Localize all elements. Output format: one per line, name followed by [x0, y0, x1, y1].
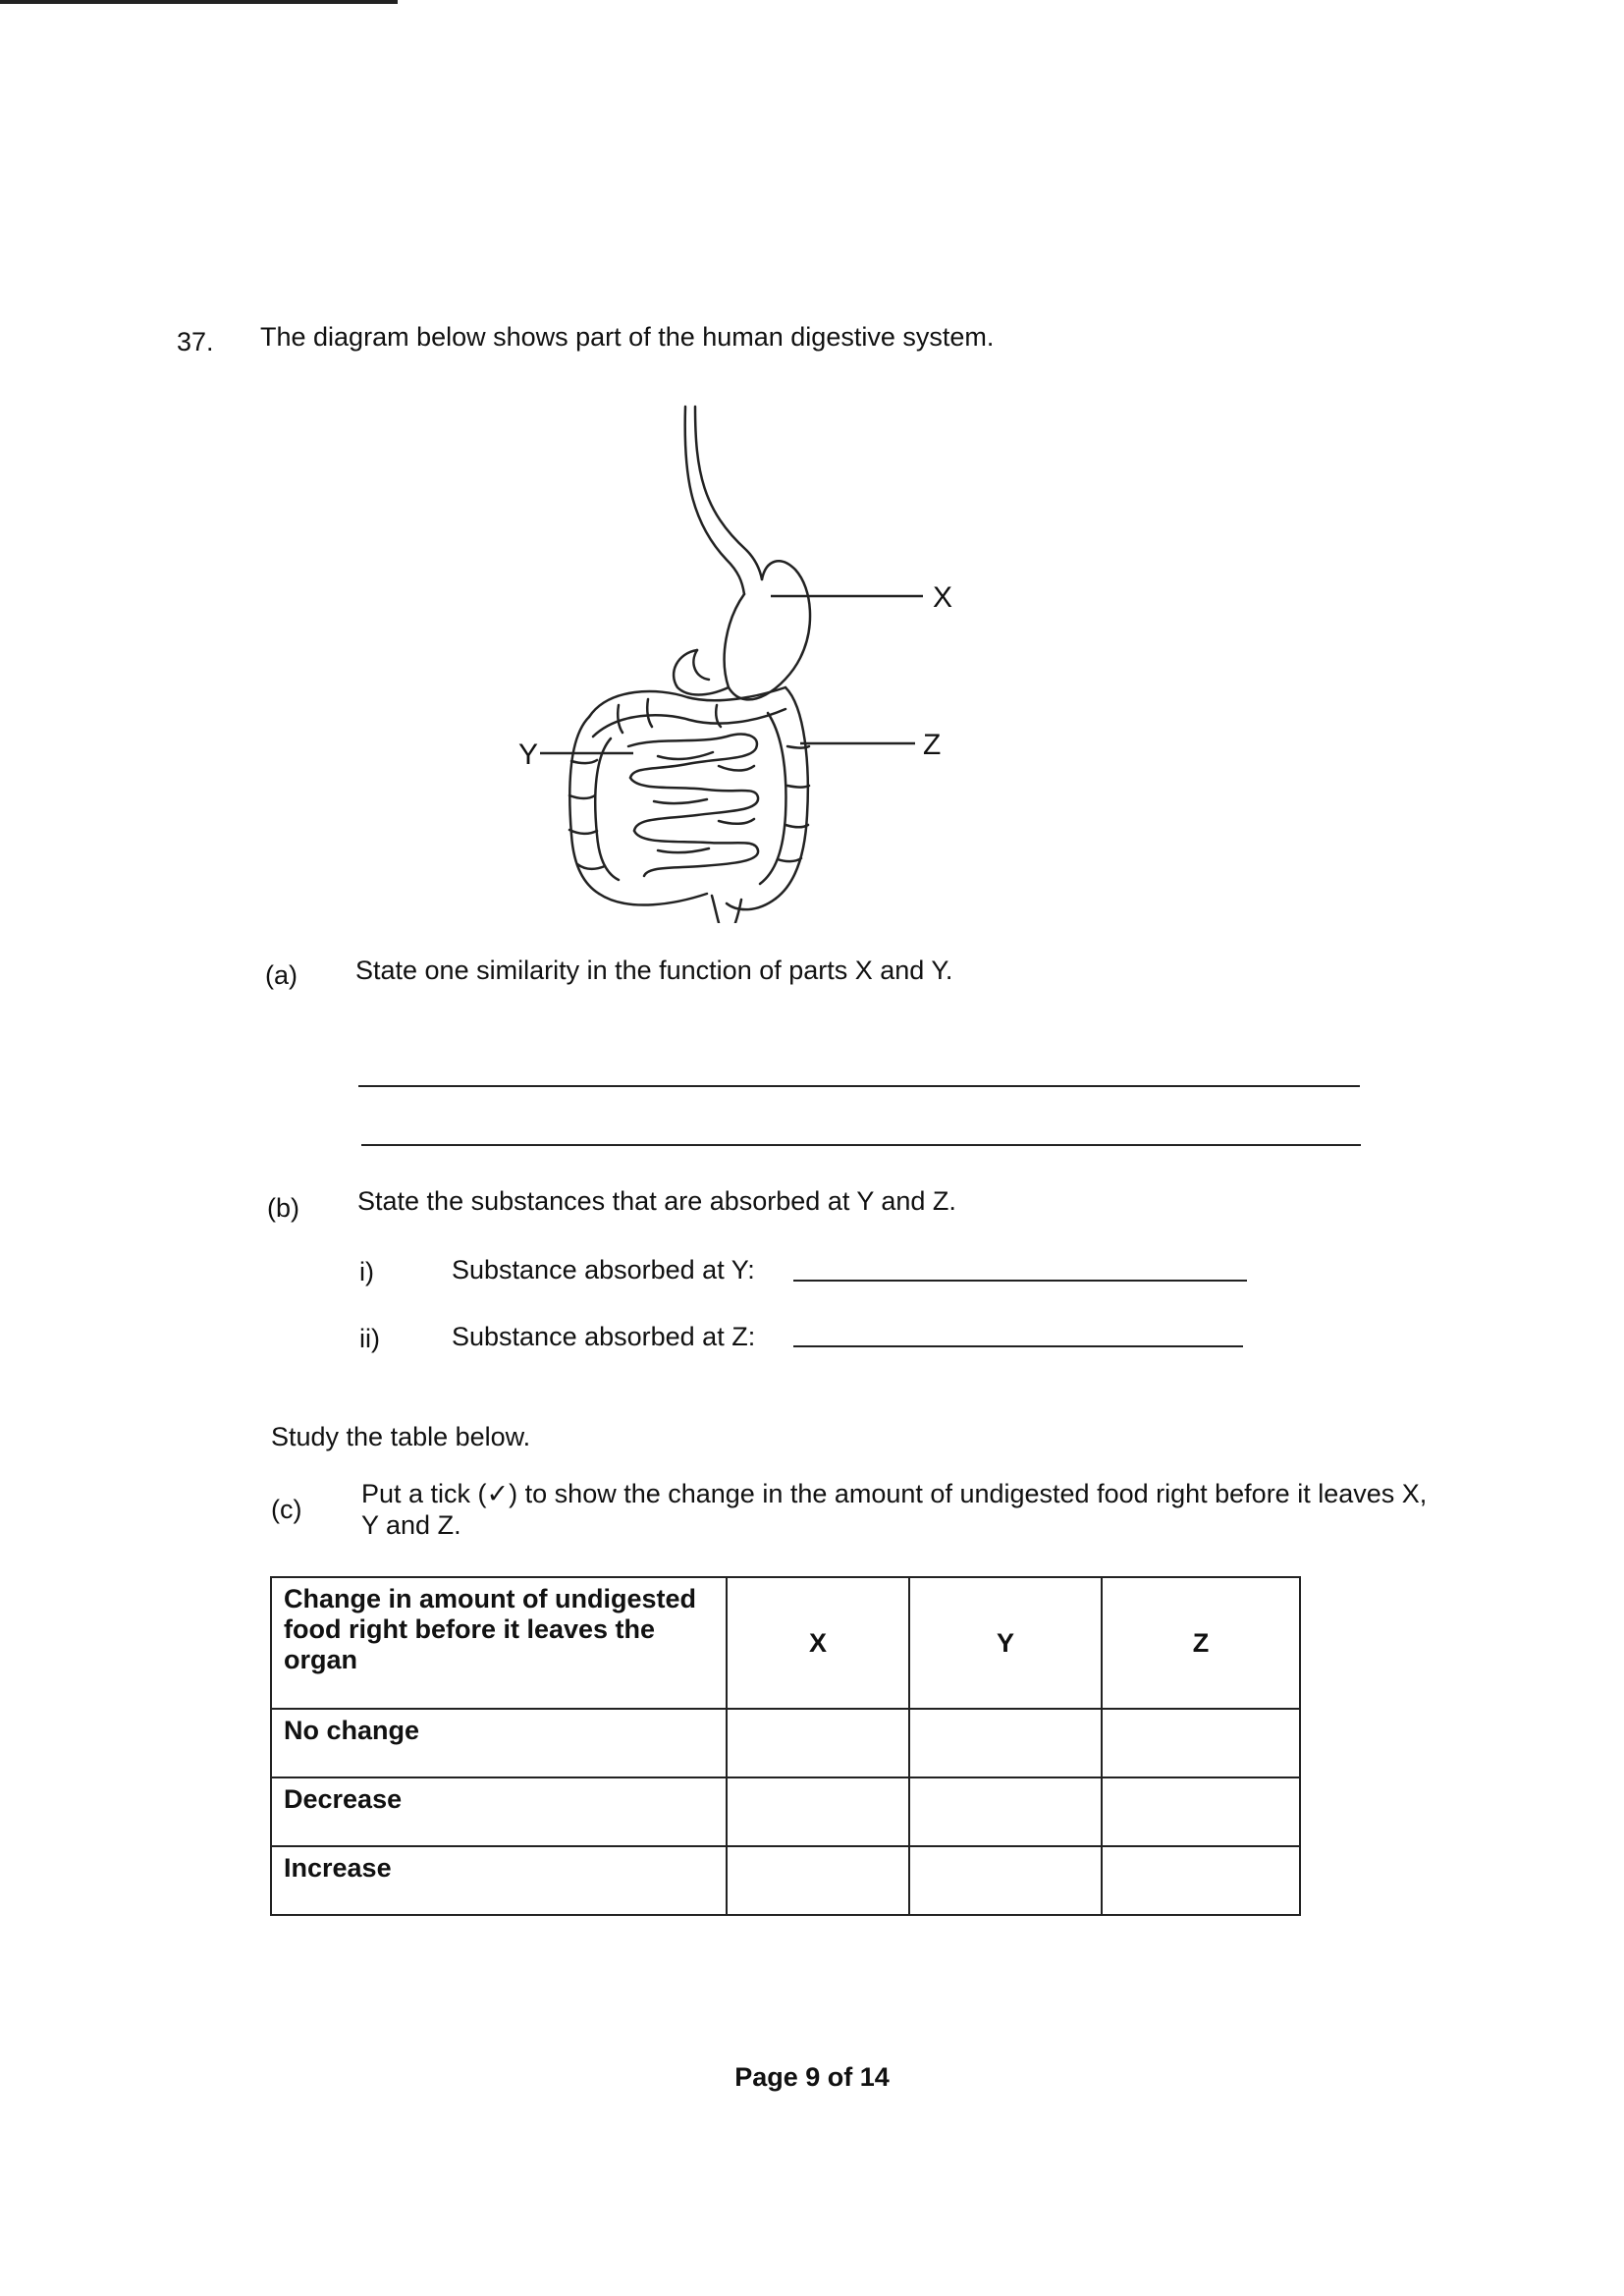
table-header-x: X	[727, 1577, 909, 1709]
question-intro: The diagram below shows part of the human digestive system.	[260, 322, 995, 352]
answer-line-b-i[interactable]	[793, 1280, 1247, 1282]
answer-line-a2[interactable]	[361, 1144, 1361, 1146]
label-z: Z	[923, 729, 942, 761]
answer-line-b-ii[interactable]	[793, 1345, 1243, 1347]
study-instruction: Study the table below.	[271, 1422, 531, 1451]
row-label-no-change: No change	[271, 1709, 727, 1777]
table-row	[271, 1846, 1300, 1915]
part-a-label: (a)	[265, 960, 298, 990]
part-b-label: (b)	[267, 1193, 299, 1223]
tick-cell-z[interactable]	[1102, 1709, 1300, 1777]
tick-cell-x[interactable]	[727, 1709, 909, 1777]
part-c-question: Put a tick (✓) to show the change in the amount of undigested food right before it leaves X, Y and Z.	[361, 1479, 1428, 1540]
part-c-label: (c)	[271, 1495, 302, 1524]
top-edge-bar	[0, 0, 398, 4]
part-b-i-text: Substance absorbed at Y:	[452, 1255, 755, 1285]
digestive-system-diagram	[461, 393, 1011, 923]
tick-table	[270, 1576, 1301, 1916]
table-row	[271, 1709, 1300, 1777]
part-b-ii-label: ii)	[359, 1324, 380, 1353]
label-x: X	[933, 581, 953, 614]
table-header-description: Change in amount of undigested food right before it leaves the organ	[271, 1577, 727, 1709]
answer-line-a1[interactable]	[358, 1085, 1360, 1087]
question-number: 37.	[177, 327, 214, 356]
table-header-y: Y	[909, 1577, 1102, 1709]
tick-cell-y[interactable]	[909, 1846, 1102, 1915]
table-header-z: Z	[1102, 1577, 1300, 1709]
row-label-decrease: Decrease	[271, 1777, 727, 1846]
tick-cell-z[interactable]	[1102, 1846, 1300, 1915]
row-label-increase: Increase	[271, 1846, 727, 1915]
label-y: Y	[518, 738, 539, 771]
part-b-ii-text: Substance absorbed at Z:	[452, 1322, 756, 1351]
part-b-i-label: i)	[359, 1257, 374, 1286]
part-b-question: State the substances that are absorbed at Y and Z.	[357, 1186, 956, 1216]
part-a-question: State one similarity in the function of parts X and Y.	[355, 956, 953, 985]
table-header-row	[271, 1577, 1300, 1709]
tick-cell-y[interactable]	[909, 1709, 1102, 1777]
page-footer: Page 9 of 14	[734, 2062, 890, 2092]
tick-cell-z[interactable]	[1102, 1777, 1300, 1846]
table-row	[271, 1777, 1300, 1846]
tick-cell-x[interactable]	[727, 1846, 909, 1915]
tick-cell-x[interactable]	[727, 1777, 909, 1846]
tick-cell-y[interactable]	[909, 1777, 1102, 1846]
